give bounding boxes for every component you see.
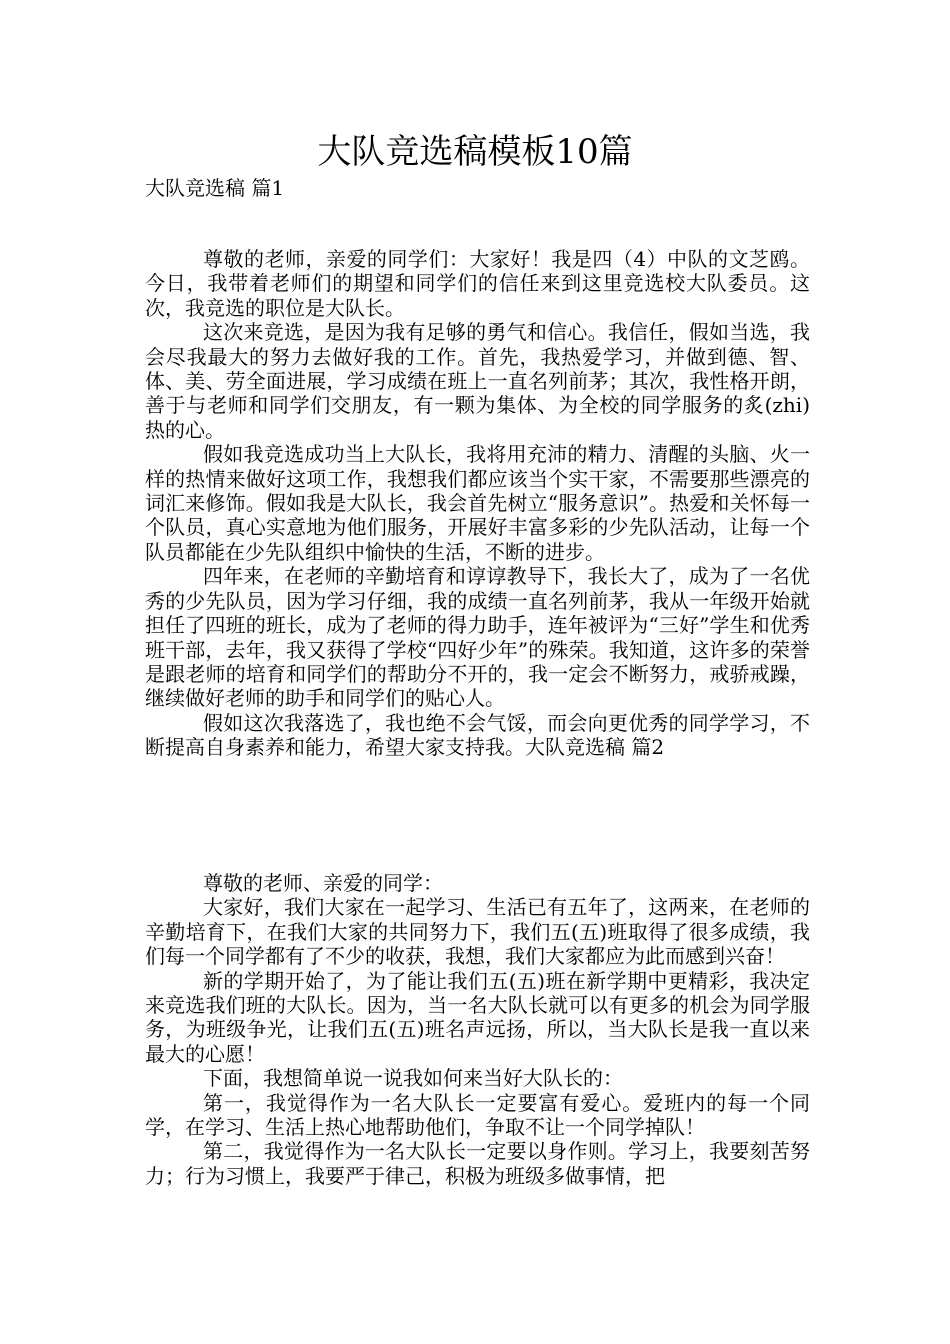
- paragraph: 第一，我觉得作为一名大队长一定要富有爱心。爱班内的每一个同学，在学习、生活上热心地帮助他们，争取不让一个同学掉队！: [145, 1090, 810, 1140]
- section-1-body: [145, 247, 810, 760]
- paragraph: 这次来竞选，是因为我有足够的勇气和信心。我信任，假如当选，我会尽我最大的努力去做好我的工作。首先，我热爱学习，并做到德、智、体、美、劳全面进展，学习成绩在班上一直名列前茅；其次，我性格开朗，善于与老师和同学们交朋友，有一颗为集体、为全校的同学服务的炙(zhi)热的心。: [145, 320, 810, 442]
- paragraph: 下面，我想简单说一说我如何来当好大队长的：: [203, 1066, 623, 1091]
- paragraph: 第二，我觉得作为一名大队长一定要以身作则。学习上，我要刻苦努力；行为习惯上，我要严于律己，积极为班级多做事情，把: [145, 1139, 810, 1188]
- paragraph: 尊敬的老师，亲爱的同学们：大家好！我是四（4）中队的文芝鸥。今日，我带着老师们的期望和同学们的信任来到这里竞选校大队委员。这次，我竞选的职位是大队长。: [145, 247, 810, 320]
- paragraph-text: 假如这次我落选了，我也绝不会气馁，而会向更优秀的同学学习，不断提高自身素养和能力，希望大家支持我。: [145, 710, 810, 760]
- paragraph: 假如我竞选成功当上大队长，我将用充沛的精力、清醒的头脑、火一样的热情来做好这项工作，我想我们都应该当个实干家，不需要那些漂亮的词汇来修饰。假如我是大队长，我会首先树立“服务意识”。热爱和关怀每一个队员，真心实意地为他们服务，开展好丰富多彩的少先队活动，让每一个队员都能在少先队组织中愉快的生活，不断的进步。: [145, 442, 810, 564]
- section-2-body: [145, 871, 810, 1188]
- section-1-heading: 大队竞选稿 篇1: [145, 176, 285, 200]
- document-title: 大队竞选稿模板10篇: [317, 132, 633, 172]
- paragraph: 大家好，我们大家在一起学习、生活已有五年了，这两来，在老师的辛勤培育下，在我们大家的共同努力下，我们五(五)班取得了很多成绩，我们每一个同学都有了不少的收获，我想，我们大家都应为此而感到兴奋！: [145, 895, 810, 969]
- paragraph: 四年来，在老师的辛勤培育和谆谆教导下，我长大了，成为了一名优秀的少先队员，因为学习仔细，我的成绩一直名列前茅，我从一年级开始就担任了四班的班长，成为了老师的得力助手，连年被评为“三好”学生和优秀班干部，去年，我又获得了学校“四好少年”的殊荣。我知道，这许多的荣誉是跟老师的培育和同学们的帮助分不开的，我一定会不断努力，戒骄戒躁，继续做好老师的助手和同学们的贴心人。: [145, 564, 810, 711]
- paragraph: 新的学期开始了，为了能让我们五(五)班在新学期中更精彩，我决定来竞选我们班的大队长。因为，当一名大队长就可以有更多的机会为同学服务，为班级争光，让我们五(五)班名声远扬，所以，当大队长是我一直以来最大的心愿！: [145, 968, 810, 1066]
- section-2-heading: 大队竞选稿 篇2: [525, 735, 665, 760]
- paragraph-with-section-2-heading: [145, 711, 810, 760]
- paragraph: 尊敬的老师、亲爱的同学：: [203, 871, 443, 895]
